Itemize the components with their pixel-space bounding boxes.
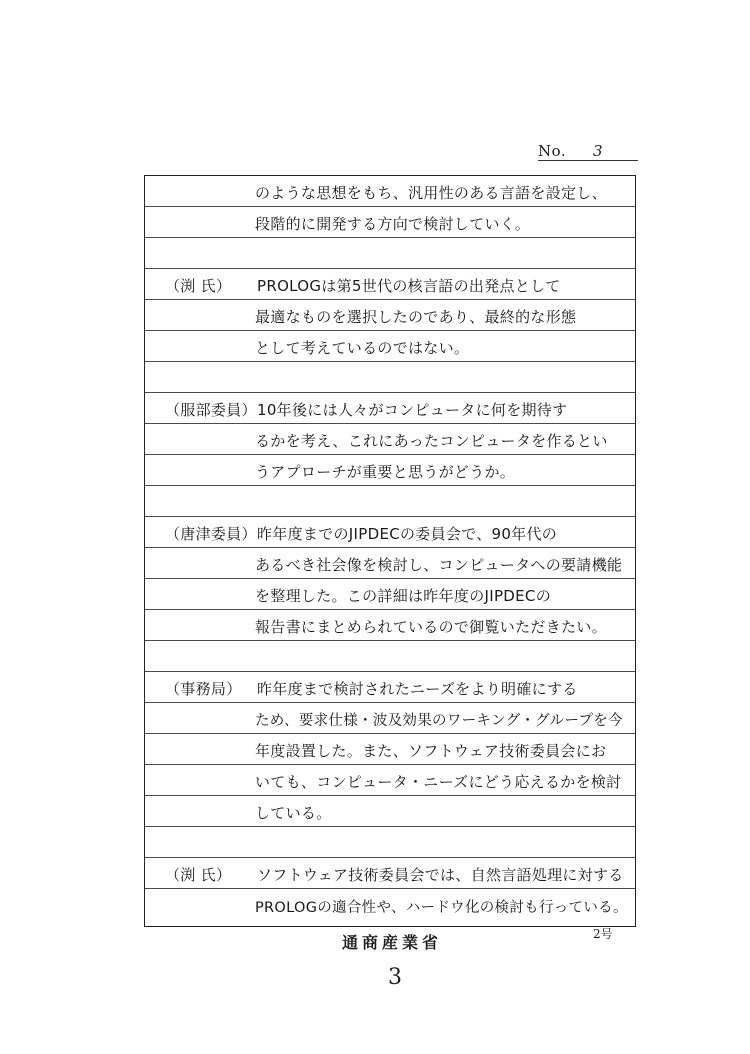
ruled-line <box>145 424 635 455</box>
ruled-manuscript-sheet <box>144 175 636 927</box>
page-number-label: No. <box>538 142 567 160</box>
handwritten-line-text: あるべき社会像を検討し、コンピュータへの要請機能 <box>255 556 623 574</box>
ruled-line <box>145 796 635 827</box>
ruled-line <box>145 703 635 734</box>
ruled-line <box>145 269 635 300</box>
paper-size-mark: 2号 <box>593 927 613 941</box>
ruled-line <box>145 827 635 858</box>
ruled-line <box>145 331 635 362</box>
handwritten-line-text: 年度設置した。また、ソフトウェア技術委員会にお <box>255 742 607 760</box>
speaker-label: （渕 氏） <box>165 277 232 295</box>
page-number-header <box>538 142 638 160</box>
ruled-line <box>145 300 635 331</box>
page-number-footer: 3 <box>388 965 402 990</box>
ruled-line <box>145 362 635 393</box>
speaker-label: （唐津委員） <box>165 525 257 543</box>
ruled-line <box>145 486 635 517</box>
handwritten-line-text: PROLOGの適合性や、ハードウ化の検討も行っている。 <box>255 900 628 916</box>
ruled-line <box>145 889 635 920</box>
page-number-underline <box>538 160 638 161</box>
ruled-line <box>145 548 635 579</box>
ruled-line <box>145 765 635 796</box>
handwritten-line-text: している。 <box>255 804 332 822</box>
ruled-line <box>145 455 635 486</box>
handwritten-line-text: を整理した。この詳細は昨年度のJIPDECの <box>255 587 551 605</box>
handwritten-line-text: ソフトウェア技術委員会では、自然言語処理に対する <box>257 866 624 884</box>
ruled-line <box>145 393 635 424</box>
ruled-line <box>145 579 635 610</box>
handwritten-line-text: 昨年度まで検討されたニーズをより明確にする <box>257 680 578 698</box>
handwritten-line-text: として考えているのではない。 <box>255 339 470 357</box>
handwritten-line-text: 昨年度までのJIPDECの委員会で、90年代の <box>257 525 558 543</box>
ministry-name: 通商産業省 <box>342 933 443 952</box>
handwritten-line-text: うアプローチが重要と思うがどうか。 <box>255 463 516 481</box>
page-number-value: 3 <box>592 142 603 160</box>
speaker-label: （渕 氏） <box>165 866 232 884</box>
ruled-line <box>145 238 635 269</box>
handwritten-line-text: 報告書にまとめられているので御覧いただきたい。 <box>255 618 607 636</box>
speaker-label: （服部委員） <box>165 401 257 419</box>
ruled-line <box>145 858 635 889</box>
ruled-line <box>145 610 635 641</box>
ruled-line <box>145 176 635 207</box>
speaker-label: （事務局） <box>165 680 242 698</box>
handwritten-line-text: いても、コンピュータ・ニーズにどう応えるかを検討 <box>255 773 622 791</box>
ruled-line <box>145 672 635 703</box>
ruled-line <box>145 641 635 672</box>
handwritten-line-text: ため、要求仕様・波及効果のワーキング・グループを今 <box>255 713 623 729</box>
handwritten-line-text: るかを考え、これにあったコンピュータを作るとい <box>255 432 608 450</box>
ruled-line <box>145 734 635 765</box>
ruled-line <box>145 207 635 238</box>
handwritten-line-text: のような思想をもち、汎用性のある言語を設定し、 <box>255 184 607 202</box>
ruled-line <box>145 517 635 548</box>
handwritten-line-text: 段階的に開発する方向で検討していく。 <box>255 215 531 233</box>
handwritten-line-text: 10年後には人々がコンピュータに何を期待す <box>257 401 568 419</box>
handwritten-line-text: 最適なものを選択したのであり、最終的な形態 <box>255 308 577 326</box>
handwritten-line-text: PROLOGは第5世代の核言語の出発点として <box>257 277 561 295</box>
